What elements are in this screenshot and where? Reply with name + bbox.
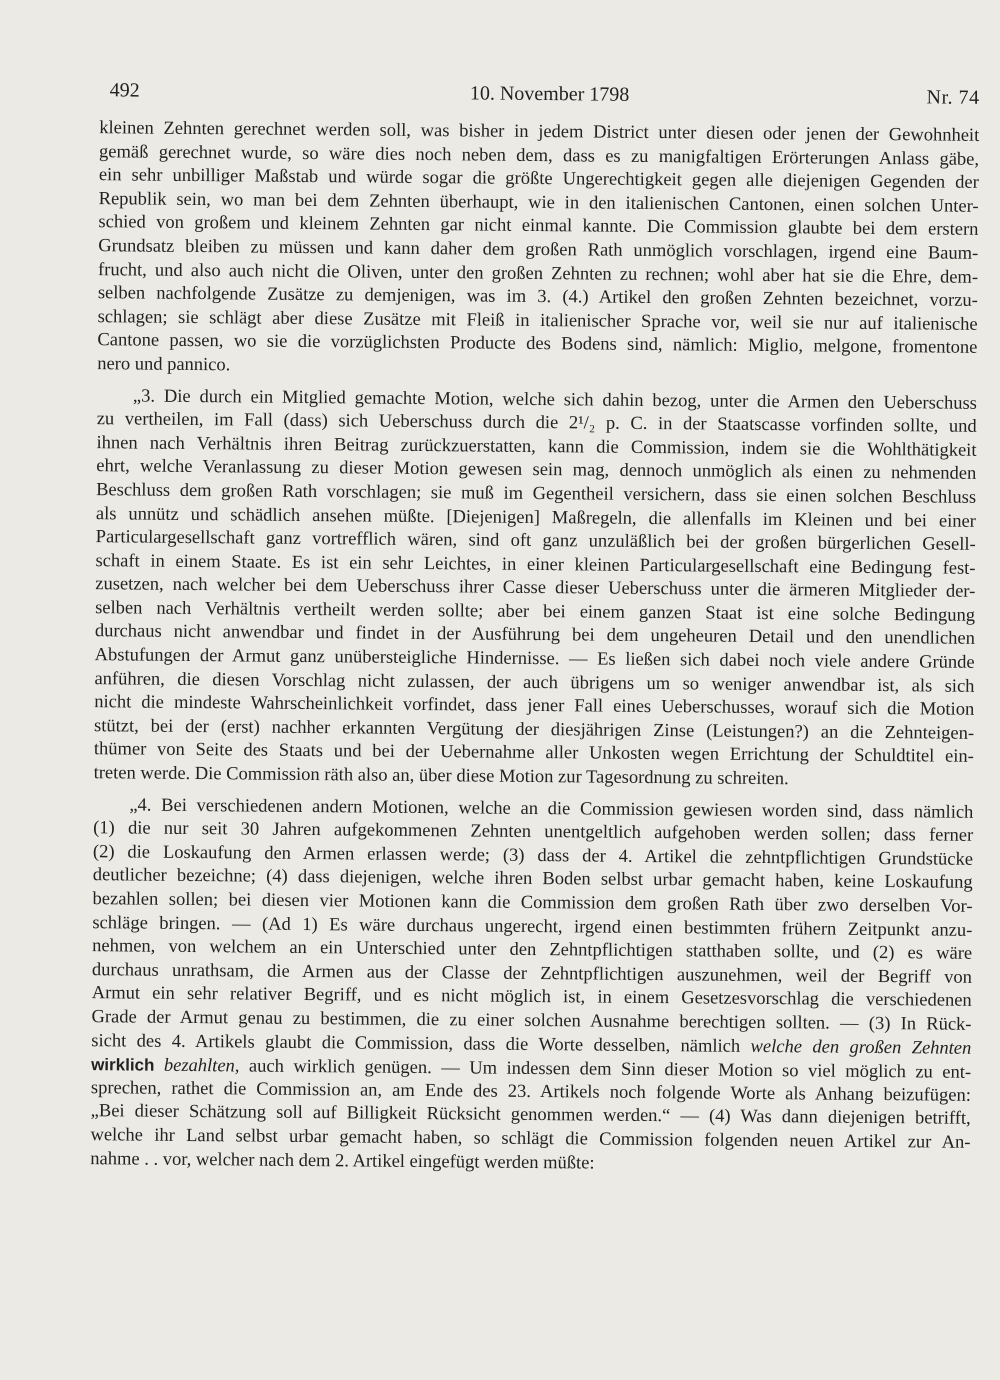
text-line: „3. Die durch ein Mitglied gemachte Motion, welche sich dahin bezog, unter die Armen den Ueberschuss (132, 386, 978, 414)
text-line: welche ihr Land selbst urbar gemacht haben, so schlägt die Commission folgenden neuen Artikel zur An- (90, 1125, 971, 1153)
text-line: kleinen Zehnten gerechnet werden soll, was bisher in jedem District unter diesen oder jenen der Gewohnheit (99, 118, 980, 146)
text-line: Grade der Armut genau zu bestimmen, die zu einer solchen Ausnahme berechtigen sollten. — (3) In Rück- (91, 1007, 972, 1035)
text-line: nahme . . vor, welcher nach dem 2. Artikel eingefügt werden müßte: (90, 1148, 595, 1174)
page-number: 492 (109, 79, 140, 102)
text-line: bezahlen sollen; bei diesen vier Motionen kann die Commission dem großen Rath über zwo derselben Vor- (92, 889, 973, 917)
text-line: ehrt, welche Veranlassung zu dieser Motion gewesen sein mag, dennoch unmöglich als einen zu nehmenden (96, 456, 977, 485)
text-line: nero und pannico. (97, 354, 231, 376)
text-line: schlagen; sie schlägt aber diese Zusätze mit Fleiß in italienischer Sprache vor, weil sie nur auf italienische (97, 306, 978, 335)
text-line: thümer von Seite des Staats und bei der Uebernahme aller Unkosten wegen Errichtung der Schuldtitel ein- (93, 739, 974, 768)
text-line: (2) die Loskaufung den Armen erlassen werde; (3) dass der 4. Artikel die zehntpflichtigen Grundstücke (92, 841, 974, 870)
emphasized-text: wirklich (91, 1055, 155, 1075)
document-page (90, 66, 980, 1179)
text-line: gemäß gerechnet wurde, so wäre dies noch neben dem, dass es zu manigfaltigen Erörterungen Anlass gäbe, (99, 141, 980, 170)
text-line: selben nach Verhältnis vertheilt werden sollte; aber bei einem ganzen Staat ist eine solche Bedingung (95, 598, 976, 626)
paragraph (90, 794, 973, 1179)
text-line: Republik sein, wo man bei dem Zehnten überhaupt, wie in den italienischen Cantonen, einen solchen Unter- (98, 188, 979, 217)
text-segment: sicht des 4. Artikels glaubt die Commission, dass die Worte desselben, nämlich (91, 1030, 741, 1057)
text-line: nehmen, von welchem an ein Unterschied unter den Zehntpflichtigen statthaben sollte, und (2) es wäre (92, 936, 973, 965)
paragraph (97, 117, 979, 384)
text-line: schaft in einem Staate. Es ist ein sehr Leichtes, in einer kleinen Particulargesellschaft eine Bedingung fest- (95, 550, 976, 579)
text-line: Cantone passen, wo sie die vorzüglichsten Producte des Bodens sind, nämlich: Miglio, melgone, fromentone (97, 330, 978, 359)
text-line: schläge bringen. — (Ad 1) Es wäre durchaus ungerecht, irgend einen bestimmten frühern Zeitpunkt anzu- (92, 912, 973, 941)
text-line: ein sehr unbilliger Maßstab und würde sogar die größte Ungerechtigkeit gegen alle diejenigen Gegenden der (98, 165, 979, 194)
text-line: ihnen nach Verhältnis ihren Beitrag zurückzuerstatten, kann die Commission, indem sie die Wohlthätigkeit (96, 432, 977, 461)
text-line: „4. Bei verschiedenen andern Motionen, welche an die Commission gewiesen worden sind, dass nämlich (129, 795, 974, 823)
text-line: zu vertheilen, im Fall (dass) sich Ueberschuss durch die 2¹/₂ p. C. in der Staatscasse vorfinden sollte, und (96, 409, 977, 437)
page-header (100, 78, 980, 110)
text-line: Particulargesellschaft ganz vortrefflich wären, sind oft ganz unzuläßlich bei der großen bürgerlichen Gesell- (95, 527, 976, 555)
text-segment: auch wirklich genügen. — Um indessen dem Sinn dieser Motion so viel möglich zu ent- (248, 1056, 972, 1083)
text-line: als unnütz und schädlich ansehen müßte. [Diejenigen] Maßregeln, die allenfalls im Kleinen und bei einer (95, 503, 976, 532)
text-line: durchaus nicht anwendbar und findet in der Ausführung bei dem ungeheuren Detail und den unendlichen (94, 621, 975, 650)
text-line: nicht die mindeste Wahrscheinlichkeit vorfindet, dass jener Fall eines Ueberschusses, worauf sich die Motion (94, 692, 975, 721)
text-line: durchaus unrathsam, die Armen aus der Classe der Zehntpflichtigen auszunehmen, weil der Begriff von (91, 959, 973, 988)
document-body (90, 117, 979, 1179)
paragraph (94, 385, 977, 794)
text-line: Abstufungen der Armut ganz unübersteigliche Hindernisse. — Es ließen sich dabei noch viele andere Gründe (94, 645, 975, 673)
page-date: 10. November 1798 (469, 82, 630, 106)
emphasized-text: bezahlten, (163, 1055, 240, 1077)
text-line: (1) die nur seit 30 Jahren aufgekommenen Zehnten unentgeltlich aufgehoben werden sollen; dass ferner (93, 818, 974, 847)
text-line: Armut ein sehr relativer Begriff, und es nicht möglich ist, in einem Gesetzesvorschlag die verschiedenen (91, 983, 972, 1012)
text-line: stützt, bei der (erst) nachher erkannten Vergütung der diesjährigen Zinse (Leistungen?) an die Zehnteigen- (93, 716, 975, 744)
text-line: treten werde. Die Commission räth also an, über diese Motion zur Tagesordnung zu schreiten. (93, 763, 789, 790)
text-line: deutlicher bezeichne; (4) dass diejenigen, welche ihren Boden selbst urbar gemacht haben, keine Loskaufung (92, 865, 973, 894)
text-line: Beschluss dem großen Rath vorschlagen; sie muß im Gegentheil versichern, dass sie einen solchen Beschluss (96, 480, 977, 508)
text-line: „Bei dieser Schätzung soll auf Billigkeit Rücksicht genommen werden.“ — (4) Was dann diejenigen betrifft, (90, 1101, 971, 1130)
text-line: anführen, die diesen Vorschlag nicht zulassen, der auch übrigens um so weniger anwendbar ist, als sich (94, 668, 975, 697)
text-line: sprechen, rathet die Commission an, am Ende des 23. Artikels noch folgende Worte als Anhang beizufügen: (90, 1077, 971, 1106)
text-line: schied von großem und kleinem Zehnten gar nicht einmal kannte. Die Commission glaubte bei dem erstern (98, 212, 979, 241)
text-line: zusetzen, nach welcher bei dem Ueberschuss ihrer Casse dieser Ueberschuss unter die ärmeren Mitglieder der- (95, 574, 976, 603)
document-number: Nr. 74 (926, 86, 980, 109)
text-line: frucht, und also auch nicht die Oliven, unter den großen Zehnten zu rechnen; wohl aber hat sie die Ehre, dem- (97, 259, 979, 288)
emphasized-text: welche den großen Zehnten (750, 1036, 972, 1059)
text-line: Grundsatz bleiben zu müssen und kann daher dem großen Rath unmöglich vorschlagen, irgend eine Baum- (98, 236, 979, 264)
text-line: selben nachfolgende Zusätze zu demjenigen, was im 3. (4.) Artikel den großen Zehnten bezeichnet, vorzu- (97, 283, 978, 312)
